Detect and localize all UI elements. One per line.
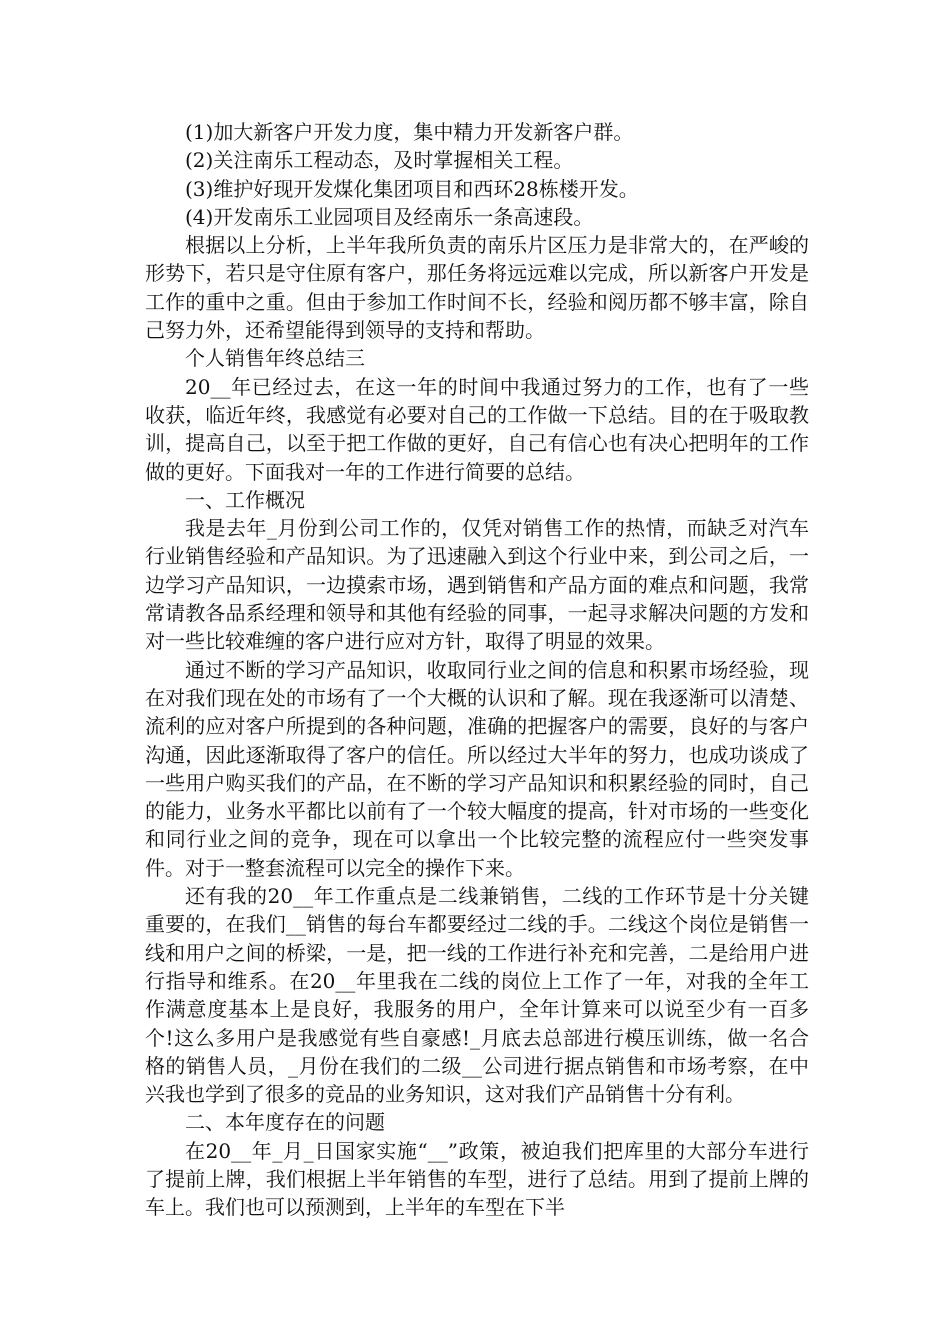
document-page <box>145 118 809 1222</box>
heading-problems: 二、本年度存在的问题 <box>185 1110 385 1135</box>
section-title: 个人销售年终总结三 <box>185 346 365 371</box>
list-item-3: (3)维护好现开发煤化集团项目和西环28栋楼开发。 <box>185 176 639 201</box>
list-item-4: (4)开发南乐工业园项目及经南乐一条高速段。 <box>185 204 594 229</box>
overview-paragraph-1: 我是去年_月份到公司工作的，仅凭对销售工作的热情，而缺乏对汽车行业销售经验和产品知识。为了迅速融入到这个行业中来，到公司之后，一边学习产品知识，一边摸索市场，遇到销售和产品方面的难点和问题，我常常请教各品系经理和领导和其他有经验的同事，一起寻求解决问题的方发和对一些比较难缠的客户进行应对方针，取得了明显的效果。 <box>145 516 809 654</box>
heading-work-overview: 一、工作概况 <box>185 487 305 512</box>
problems-paragraph: 在20__年_月_日国家实施“__”政策，被迫我们把库里的大部分车进行了提前上牌，我们根据上半年销售的车型，进行了总结。用到了提前上牌的车上。我们也可以预测到，上半年的车型在下半 <box>145 1138 809 1220</box>
list-item-1: (1)加大新客户开发力度，集中精力开发新客户群。 <box>185 120 634 144</box>
overview-paragraph-3: 还有我的20__年工作重点是二线兼销售，二线的工作环节是十分关键重要的，在我们__销售的每台车都要经过二线的手。二线这个岗位是销售一线和用户之间的桥梁，一是，把一线的工作进行补充和完善，二是给用户进行指导和维系。在20__年里我在二线的岗位上工作了一年，对我的全年工作满意度基本上是良好，我服务的用户，全年计算来可以说至少有一百多个!这么多用户是我感觉有些自豪感!_月底去总部进行模压训练，做一名合格的销售人员，_月份在我们的二级__公司进行据点销售和市场考察，在中兴我也学到了很多的竞品的业务知识，这对我们产品销售十分有利。 <box>145 884 809 1107</box>
intro-paragraph: 20__年已经过去，在这一年的时间中我通过努力的工作，也有了一些收获，临近年终，我感觉有必要对自己的工作做一下总结。目的在于吸取教训，提高自己，以至于把工作做的更好，自己有信心也有决心把明年的工作做的更好。下面我对一年的工作进行简要的总结。 <box>145 374 809 484</box>
overview-paragraph-2: 通过不断的学习产品知识，收取同行业之间的信息和积累市场经验，现在对我们现在处的市场有了一个大概的认识和了解。现在我逐渐可以清楚、流利的应对客户所提到的各种问题，准确的把握客户的需要，良好的与客户沟通，因此逐渐取得了客户的信任。所以经过大半年的努力，也成功谈成了一些用户购买我们的产品，在不断的学习产品知识和积累经验的同时，自己的能力，业务水平都比以前有了一个较大幅度的提高，针对市场的一些变化和同行业之间的竞争，现在可以拿出一个比较完整的流程应付一些突发事件。对于一整套流程可以完全的操作下来。 <box>145 657 809 880</box>
analysis-paragraph: 根据以上分析，上半年我所负责的南乐片区压力是非常大的，在严峻的形势下，若只是守住原有客户，那任务将远远难以完成，所以新客户开发是工作的重中之重。但由于参加工作时间不长，经验和阅历都不够丰富，除自己努力外，还希望能得到领导的支持和帮助。 <box>145 233 809 343</box>
list-item-2: (2)关注南乐工程动态，及时掌握相关工程。 <box>185 148 574 173</box>
